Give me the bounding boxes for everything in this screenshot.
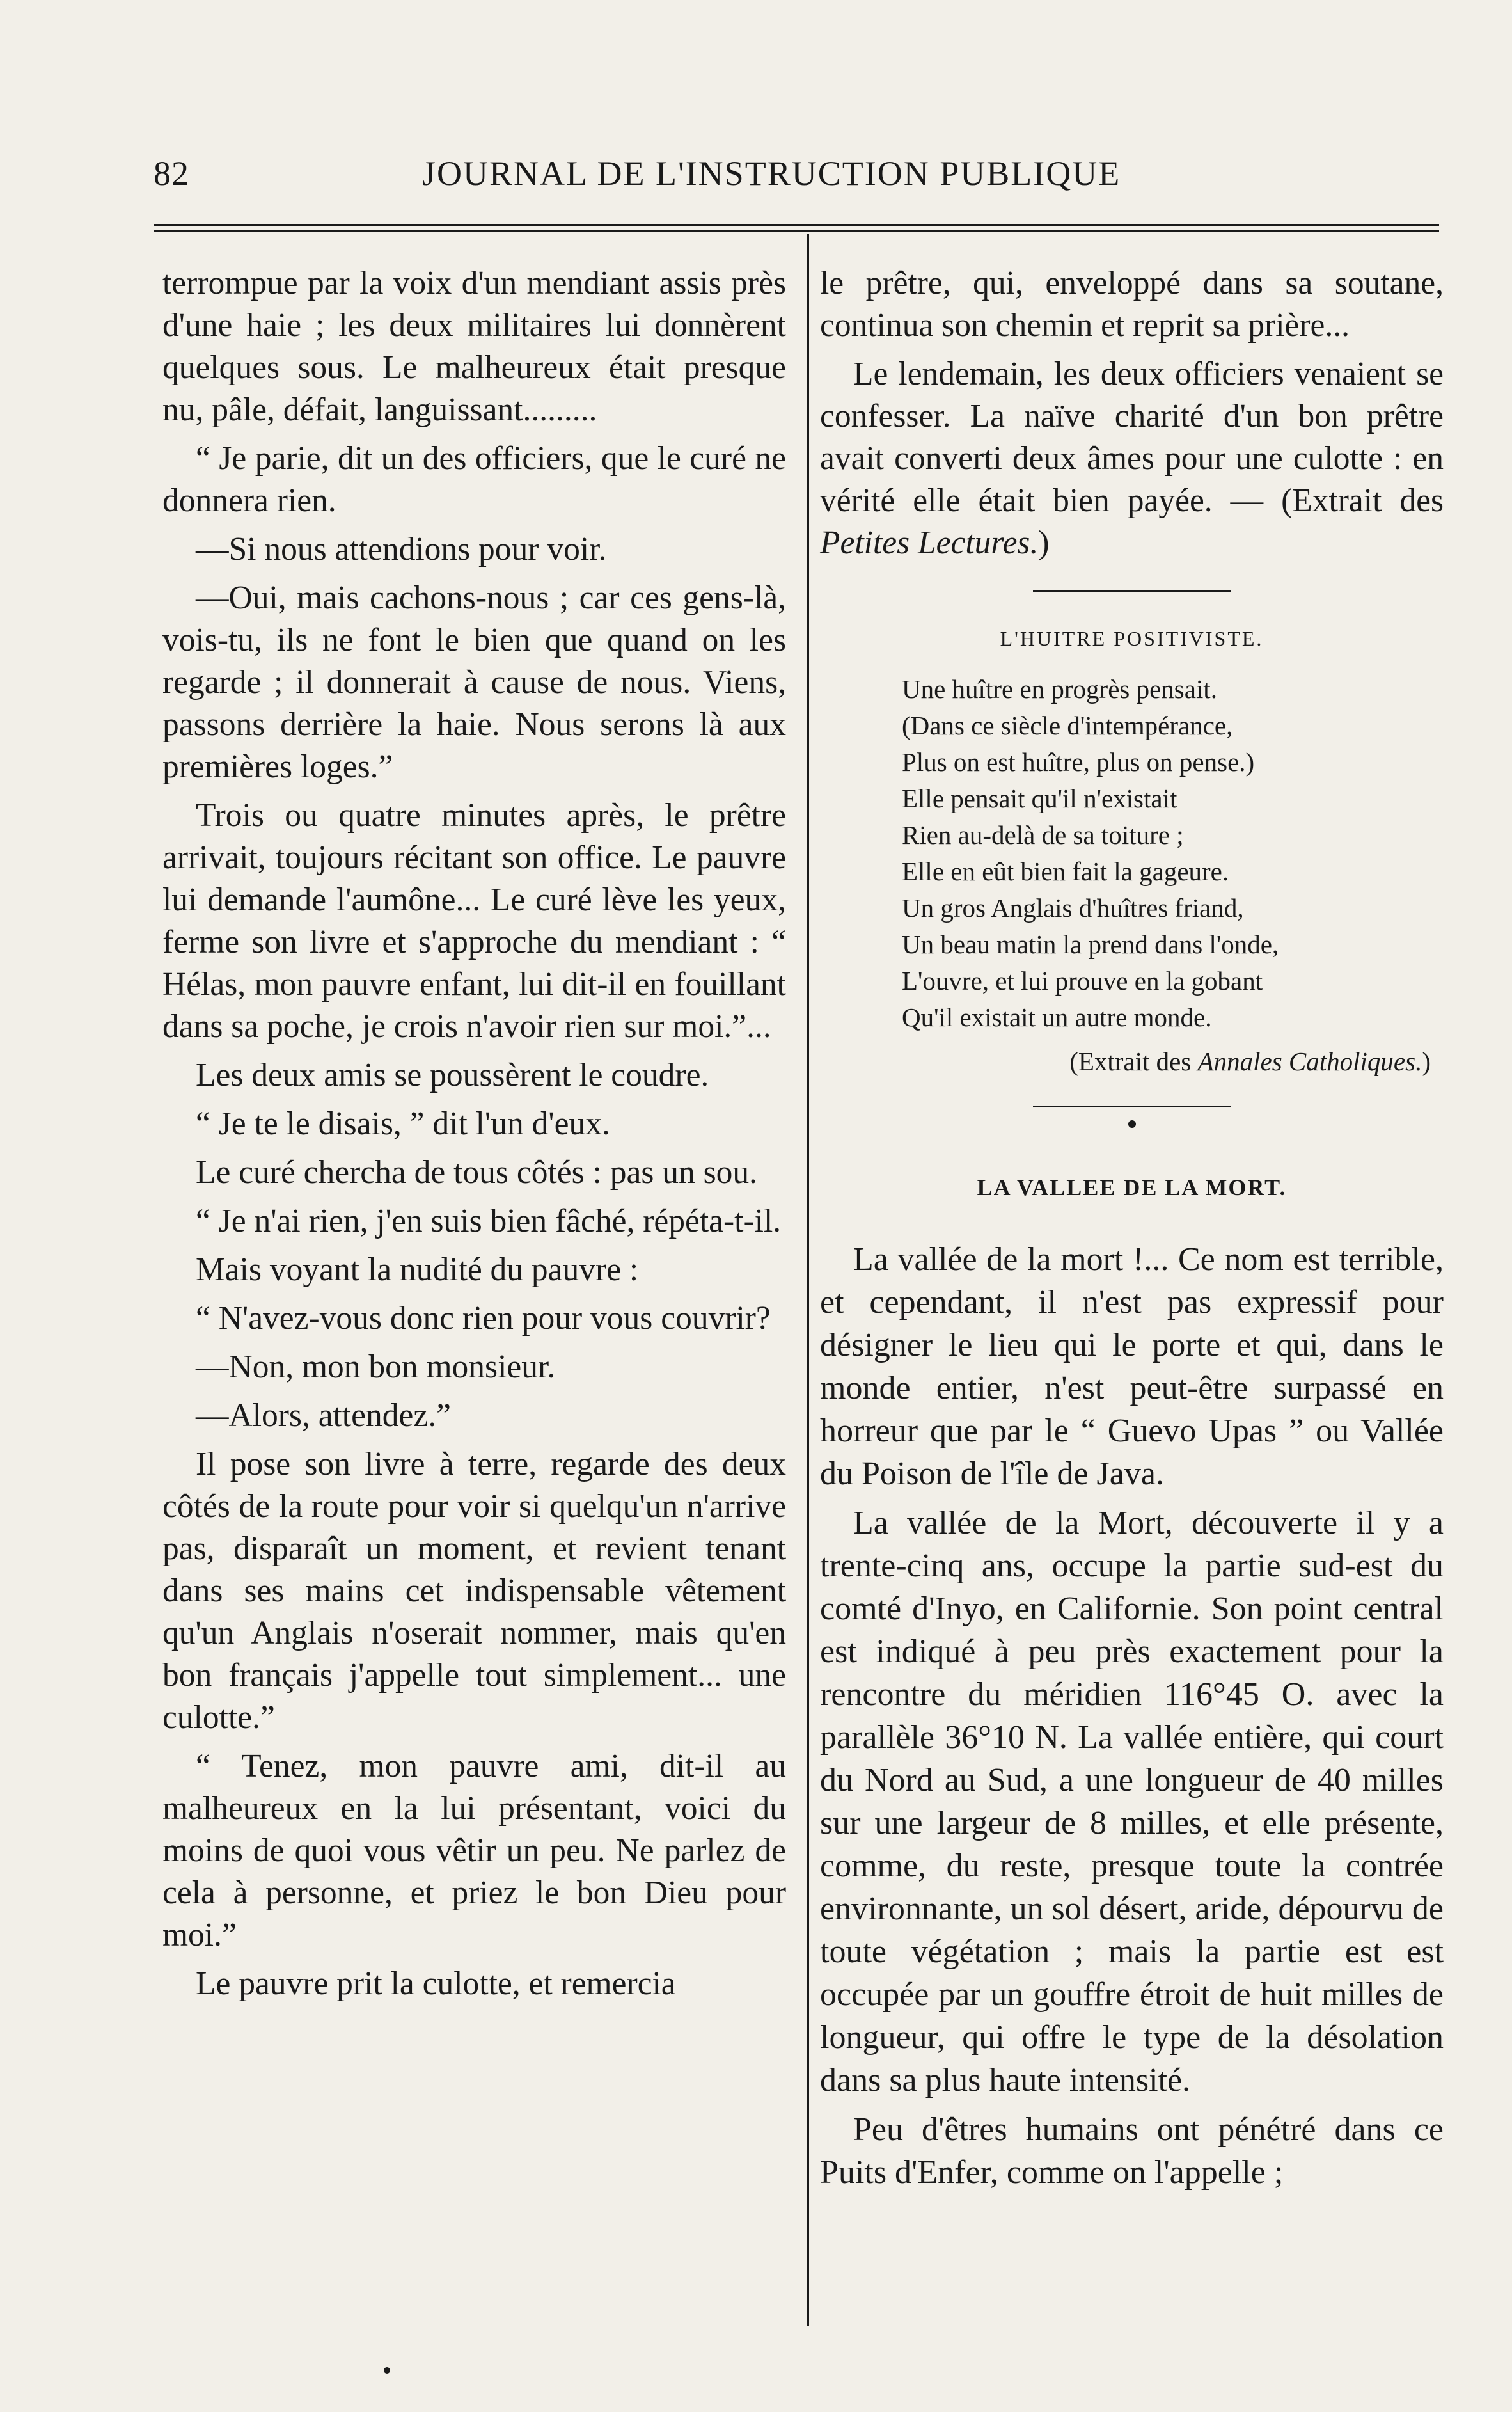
paragraph: Mais voyant la nudité du pauvre : xyxy=(196,1251,639,1288)
poem-line: (Dans ce siècle d'intempérance, xyxy=(902,711,1233,740)
separator-rule xyxy=(1033,1106,1231,1107)
paragraph: La vallée de la Mort, découverte il y a trente-cinq ans, occupe la partie sud-est du comté d'Inyo, en Californie. Son point central est indiqué à peu près exactement pour la rencontre du méridien 116°45 O. avec la parallèle 36°10 N. La vallée entière, qui court du Nord au Sud, a une longueur de 40 milles sur une largeur de 8 milles, et elle présente, comme, du reste, presque toute la contrée environnante, un sol désert, aride, dépourvu de toute végétation ; mais la partie est est occupée par un gouffre étroit de huit milles de longueur, qui offre le type de la désolation dans sa plus haute intensité. xyxy=(820,1505,1444,2099)
poem-source-post: ) xyxy=(1422,1047,1431,1076)
poem-line: Plus on est huître, plus on pense.) xyxy=(902,747,1255,777)
poem-line: Qu'il existait un autre monde. xyxy=(902,1003,1212,1032)
paragraph: —Si nous attendions pour voir. xyxy=(196,531,607,567)
paragraph: Les deux amis se poussèrent le coudre. xyxy=(196,1057,709,1093)
poem-line: Elle en eût bien fait la gageure. xyxy=(902,857,1229,886)
paragraph: —Non, mon bon monsieur. xyxy=(196,1349,556,1385)
poem-line: Une huître en progrès pensait. xyxy=(902,674,1217,704)
left-column xyxy=(162,262,786,2011)
source-title: Petites Lectures. xyxy=(820,525,1039,561)
bullet-ornament xyxy=(1128,1120,1136,1128)
article-body xyxy=(820,1238,1444,2194)
paragraph: Peu d'êtres humains ont pénétré dans ce Puits d'Enfer, comme on l'appelle ; xyxy=(820,2111,1444,2191)
header-double-rule xyxy=(154,224,1439,232)
paragraph: Le pauvre prit la culotte, et remercia xyxy=(196,1965,676,2002)
poem-line: L'ouvre, et lui prouve en la gobant xyxy=(902,966,1263,996)
paragraph: terrompue par la voix d'un mendiant assis près d'une haie ; les deux militaires lui donnèrent quelques sous. Le malheureux était presque nu, pâle, défait, languissant......... xyxy=(162,265,786,428)
poem-line: Elle pensait qu'il n'existait xyxy=(902,784,1177,813)
paragraph-end: ) xyxy=(1038,525,1050,561)
paragraph: Le curé chercha de tous côtés : pas un sou. xyxy=(196,1154,758,1191)
paragraph: “ Tenez, mon pauvre ami, dit-il au malheureux en la lui présentant, voici du moins de quoi vous vêtir un peu. Ne parlez de cela à personne, et priez le bon Dieu pour moi.” xyxy=(162,1748,786,1953)
paragraph xyxy=(820,353,1444,564)
page-header xyxy=(154,154,1164,205)
poem-title: L'HUITRE POSITIVISTE. xyxy=(1000,627,1264,650)
poem-source-title: Annales Catholiques. xyxy=(1197,1047,1422,1076)
column-divider xyxy=(807,234,809,2326)
separator-rule xyxy=(1033,590,1231,592)
paragraph: Trois ou quatre minutes après, le prêtre arrivait, toujours récitant son office. Le pauvre lui demande l'aumône... Le curé lève les yeux, ferme son livre et s'approche du mendiant : “ Hélas, mon pauvre enfant, lui dit-il en fouillant dans sa poche, je crois n'avoir rien sur moi.”... xyxy=(162,797,786,1045)
poem-source-pre: (Extrait des xyxy=(1069,1047,1198,1076)
poem xyxy=(902,671,1444,1036)
paragraph: “ Je parie, dit un des officiers, que le curé ne donnera rien. xyxy=(162,440,786,519)
paragraph: “ Je n'ai rien, j'en suis bien fâché, répéta-t-il. xyxy=(196,1203,782,1239)
section-title: LA VALLEE DE LA MORT. xyxy=(977,1175,1287,1200)
poem-line: Un gros Anglais d'huîtres friand, xyxy=(902,893,1244,923)
ink-speck xyxy=(384,2367,390,2374)
paragraph: —Alors, attendez.” xyxy=(196,1397,451,1434)
paragraph: Il pose son livre à terre, regarde des deux côtés de la route pour voir si quelqu'un n'arrive pas, disparaît un moment, et revient tenant dans ses mains cet indispensable vêtement qu'un Anglais n'oserait nommer, mais qu'en bon français j'appelle tout simplement... une culotte.” xyxy=(162,1446,786,1736)
poem-line: Un beau matin la prend dans l'onde, xyxy=(902,930,1279,959)
right-column xyxy=(820,262,1444,2200)
paragraph: —Oui, mais cachons-nous ; car ces gens-là, vois-tu, ils ne font le bien que quand on les regarde ; il donnerait à cause de nous. Viens, passons derrière la haie. Nous serons là aux premières loges.” xyxy=(162,580,786,785)
poem-line: Rien au-delà de sa toiture ; xyxy=(902,820,1184,850)
paragraph: La vallée de la mort !... Ce nom est terrible, et cependant, il n'est pas expressif pour désigner le lieu qui le porte et qui, dans le monde entier, n'est peut-être surpassé en horreur que par le “ Guevo Upas ” ou Vallée du Poison de l'île de Java. xyxy=(820,1241,1444,1492)
paragraph: “ Je te le disais, ” dit l'un d'eux. xyxy=(196,1106,610,1142)
paragraph: le prêtre, qui, enveloppé dans sa soutane, continua son chemin et reprit sa prière... xyxy=(820,265,1444,344)
poem-source xyxy=(820,1043,1431,1080)
running-title: JOURNAL DE L'INSTRUCTION PUBLIQUE xyxy=(422,154,1121,193)
paragraph-text: Le lendemain, les deux officiers venaient se confesser. La naïve charité d'un bon prêtre avait converti deux âmes pour une culotte : en vérité elle était bien payée. — (Extrait des xyxy=(820,356,1444,519)
page-number: 82 xyxy=(154,154,189,193)
paragraph: “ N'avez-vous donc rien pour vous couvrir? xyxy=(196,1300,771,1337)
